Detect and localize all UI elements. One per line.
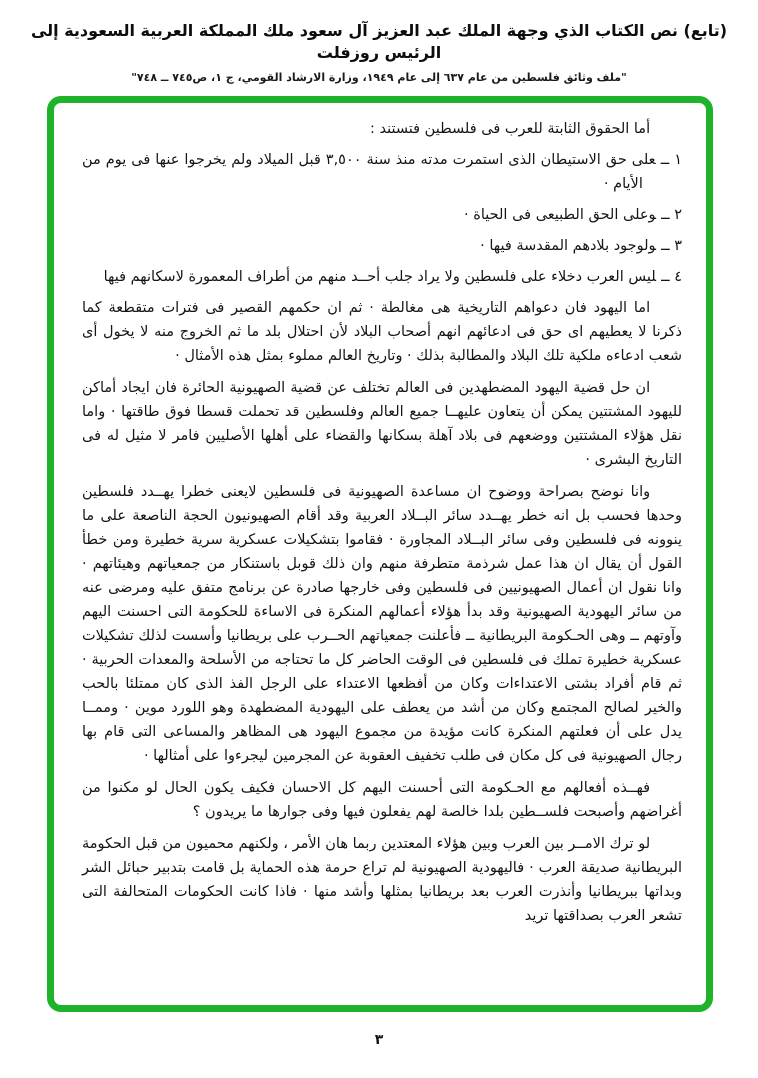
paragraph-2: ان حل قضية اليهود المضطهدين فى العالم تختلف عن قضية الصهيونية الحائرة فان ايجاد أماكن لليهود المشتتين يمكن أن يتعاون عليهــا جميع العالم وفلسطين قد تحملت قسطا فوق طاقتها · واما نقل هؤلاء المشتتين ووضعهم فى بلاد آهلة بسكانها والقضاء على أهلها الأصليين فامر لا مثيل له فى التاريخ البشرى · [82, 380, 682, 468]
paragraph-4: فهــذه أفعالهم مع الحـكومة التى أحسنت اليهم كل الاحسان فكيف يكون الحال لو مكنوا من أغراضهم وأصبحت فلســطين بلدا خالصة لهم يفعلون فيها وفى جوارها ما يريدون ؟ [82, 780, 682, 820]
page-number: ٣ [374, 1032, 384, 1048]
page-header [0, 20, 758, 84]
list-item-4 [82, 265, 682, 289]
list-item-1 [82, 148, 682, 196]
list-item-2-marker: ٢ ــ [661, 207, 682, 223]
paragraph-3: وانا نوضح بصراحة ووضوح ان مساعدة الصهيونية فى فلسطين لايعنى خطرا يهــدد فلسطين وحدها فحسب بل انه خطر يهــدد سائر البــلاد العربية وقد أقام الصهيونيون الحجة الناصعة على ما ينوونه فى فلسطين وفى سائر البــلاد المجاورة · فقاموا بتشكيلات عسكرية سرية خطيرة ومن خطأ القول أن يقال ان هذا عمل شرذمة متطرفة منهم وان ذلك قوبل باستنكار من جمعياتهم وهيئاتهم · وانا نقول ان أعمال الصهيونيين فى فلسطين وفى خارجها صادرة عن برنامج متفق عليه ومرضى عنه من سائر اليهودية الصهيونية وقد بدأ هؤلاء أعمالهم المنكرة فى الاساءة للحكومة التى احسنت اليهم وآوتهم ــ وهى الحـكومة البريطانية ــ فأعلنت جمعياتهم الحــرب على بريطانيا وأسست لذلك تشكيلات عسكرية خطيرة تملك فى فلسطين فى الوقت الحاضر كل ما تحتاجه من الأسلحة والمعدات الحربية · ثم قام أفراد بشتى الاعتداءات وكان من أفظعها الاعتداء على الرجل الفذ الذى كان ممتلئا بالحب والخير لصالح المجتمع وكان من أشد من يعطف على اليهودية المضطهدة وهو اللورد موين · وممــا يدل على أن فعلتهم المنكرة كانت مؤيدة من مجموع اليهود هى المظاهر والمساعى التى قام بها رجال الصهيونية فى كل مكان فى طلب تخفيف العقوبة عن المجرمين ليجرءوا على أمثالها · [82, 484, 682, 764]
list-item-4-marker: ٤ ــ [661, 269, 682, 285]
green-border-frame [47, 96, 713, 1012]
list-item-4-text: ليس العرب دخلاء على فلسطين ولا يراد جلب أحــد منهم من أطراف المعمورة لاسكانهم فيها [103, 269, 657, 285]
list-item-2-text: وعلى الحق الطبيعى فى الحياة · [464, 207, 657, 223]
list-item-3 [82, 234, 682, 258]
list-item-3-marker: ٣ ــ [661, 238, 682, 254]
source-citation: "ملف وثائق فلسطين من عام ٦٣٧ إلى عام ١٩٤٩، وزارة الارشاد القومي، ج ١، ص٧٤٥ ــ ٧٤٨" [131, 70, 627, 84]
list-item-1-marker: ١ ــ [660, 152, 682, 168]
document-body [82, 117, 682, 928]
list-item-3-text: ولوجود بلادهم المقدسة فيها · [480, 238, 657, 254]
paragraph-1: اما اليهود فان دعواهم التاريخية هى مغالطة · ثم ان حكمهم القصير فى فترات متقطعة كما ذكرنا لا يعطيهم اى حق فى ادعائهم انهم أصحاب البلاد لأن احتلال بلد ما ثم الخروج منه لا يخول أى شعب ادعاءه ملكية تلك البلاد والمطالبة بذلك · وتاريخ العالم مملوء بمثل هذه الأمثال · [82, 300, 682, 364]
list-item-2 [82, 203, 682, 227]
list-item-1-text: على حق الاستيطان الذى استمرت مدته منذ سنة ٣,٥٠٠ قبل الميلاد ولم يخرجوا عنها فى يوم من الأيام · [82, 152, 656, 192]
intro-line: أما الحقوق الثابتة للعرب فى فلسطين فتستند : [369, 121, 651, 137]
paragraph-5: لو ترك الامــر بين العرب وبين هؤلاء المعتدين ربما هان الأمر ، ولكنهم محميون من قبل الحكومة البريطانية صديقة العرب · فاليهودية الصهيونية لم تراع حرمة هذه الحماية بل قامت بتدبير حبائل الشر وبداتها ببريطانيا وأنذرت العرب بعد بريطانيا بمثلها وأشد منها · فاذا كانت الحكومات المتحالفة التى تشعر العرب بصداقتها تريد [82, 836, 682, 924]
document-title: (تابع) نص الكتاب الذي وجهة الملك عبد العزيز آل سعود ملك المملكة العربية السعودية إلى الرئيس روزفلت [30, 21, 728, 63]
